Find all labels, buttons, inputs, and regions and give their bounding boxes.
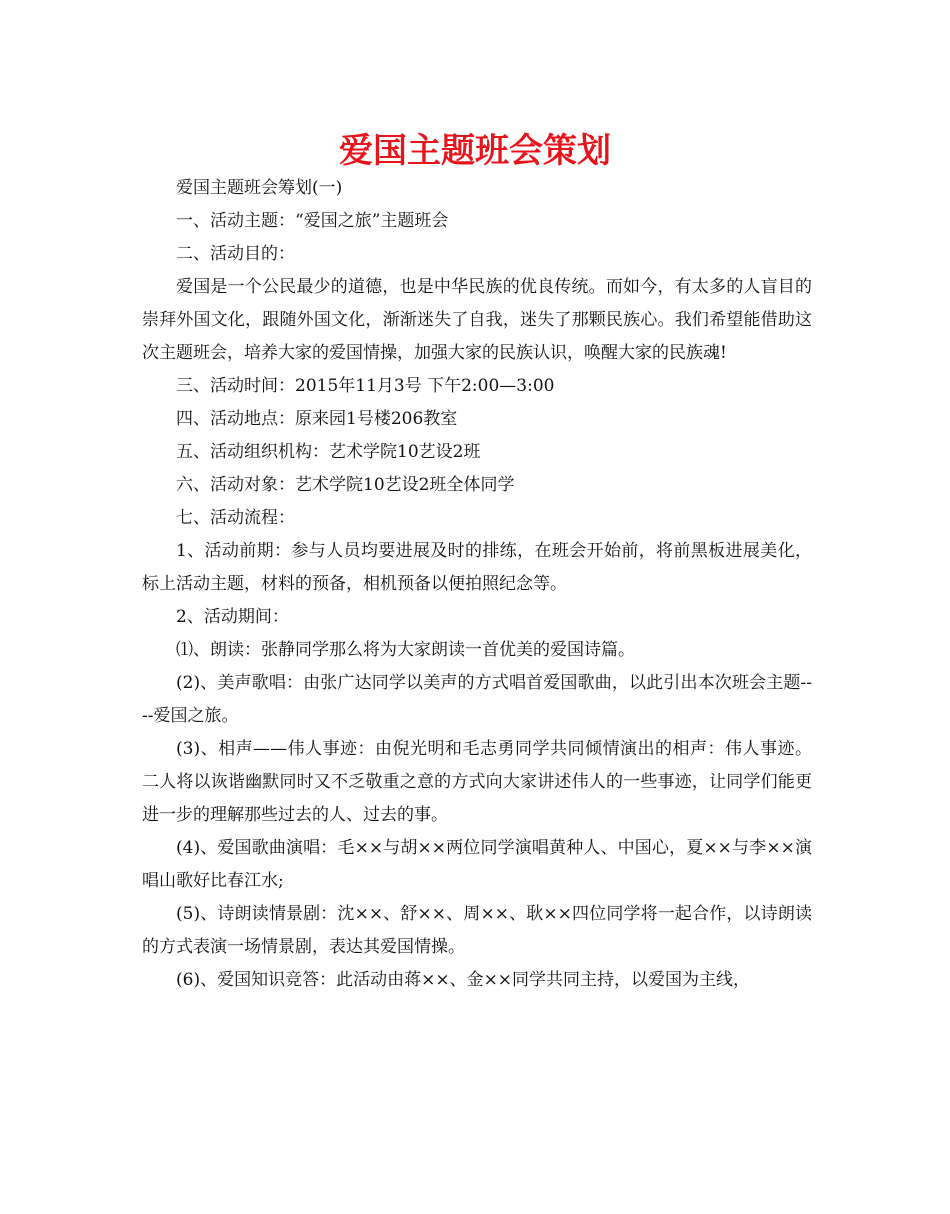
paragraph-time: 三、活动时间：2015年11月3号 下午2:00—3:00: [176, 376, 555, 396]
paragraph-subtitle: 爱国主题班会筹划(一): [176, 178, 343, 198]
paragraph-item-4: (4)、爱国歌曲演唱：毛××与胡××两位同学演唱黄种人、中国心，夏××与李××演唱山歌好比春江水;: [142, 838, 812, 891]
paragraph-location: 四、活动地点：原来园1号楼206教室: [176, 409, 458, 429]
paragraph-theme: 一、活动主题：“爱国之旅”主题班会: [176, 211, 449, 231]
paragraph-during-heading: 2、活动期间：: [176, 607, 289, 627]
paragraph-pre-activity: 1、活动前期：参与人员均要进展及时的排练，在班会开始前，将前黑板进展美化，标上活动主题，材料的预备，相机预备以便拍照纪念等。: [142, 541, 812, 594]
document-body: [142, 172, 812, 997]
paragraph-purpose-heading: 二、活动目的：: [176, 244, 295, 264]
paragraph-item-3: (3)、相声——伟人事迹：由倪光明和毛志勇同学共同倾情演出的相声：伟人事迹。二人将以诙谐幽默同时又不乏敬重之意的方式向大家讲述伟人的一些事迹，让同学们能更进一步的理解那些过去的人、过去的事。: [142, 739, 812, 825]
paragraph-purpose-body: 爱国是一个公民最少的道德，也是中华民族的优良传统。而如今，有太多的人盲目的崇拜外国文化，跟随外国文化，渐渐迷失了自我，迷失了那颗民族心。我们希望能借助这次主题班会，培养大家的爱国情操，加强大家的民族认识，唤醒大家的民族魂!: [142, 277, 812, 363]
paragraph-organizer: 五、活动组织机构：艺术学院10艺设2班: [176, 442, 481, 462]
paragraph-item-5: (5)、诗朗读情景剧：沈××、舒××、周××、耿××四位同学将一起合作，以诗朗读的方式表演一场情景剧，表达其爱国情操。: [142, 904, 812, 957]
paragraph-item-6: (6)、爱国知识竞答：此活动由蒋××、金××同学共同主持，以爱国为主线，: [176, 970, 751, 990]
paragraph-audience: 六、活动对象：艺术学院10艺设2班全体同学: [176, 475, 515, 495]
paragraph-item-1: ⑴、朗读：张静同学那么将为大家朗读一首优美的爱国诗篇。: [176, 640, 635, 660]
paragraph-item-2: (2)、美声歌唱：由张广达同学以美声的方式唱首爱国歌曲，以此引出本次班会主题----爱国之旅。: [142, 673, 812, 726]
paragraph-process-heading: 七、活动流程：: [176, 508, 295, 528]
document-title: 爱国主题班会策划: [339, 131, 611, 171]
